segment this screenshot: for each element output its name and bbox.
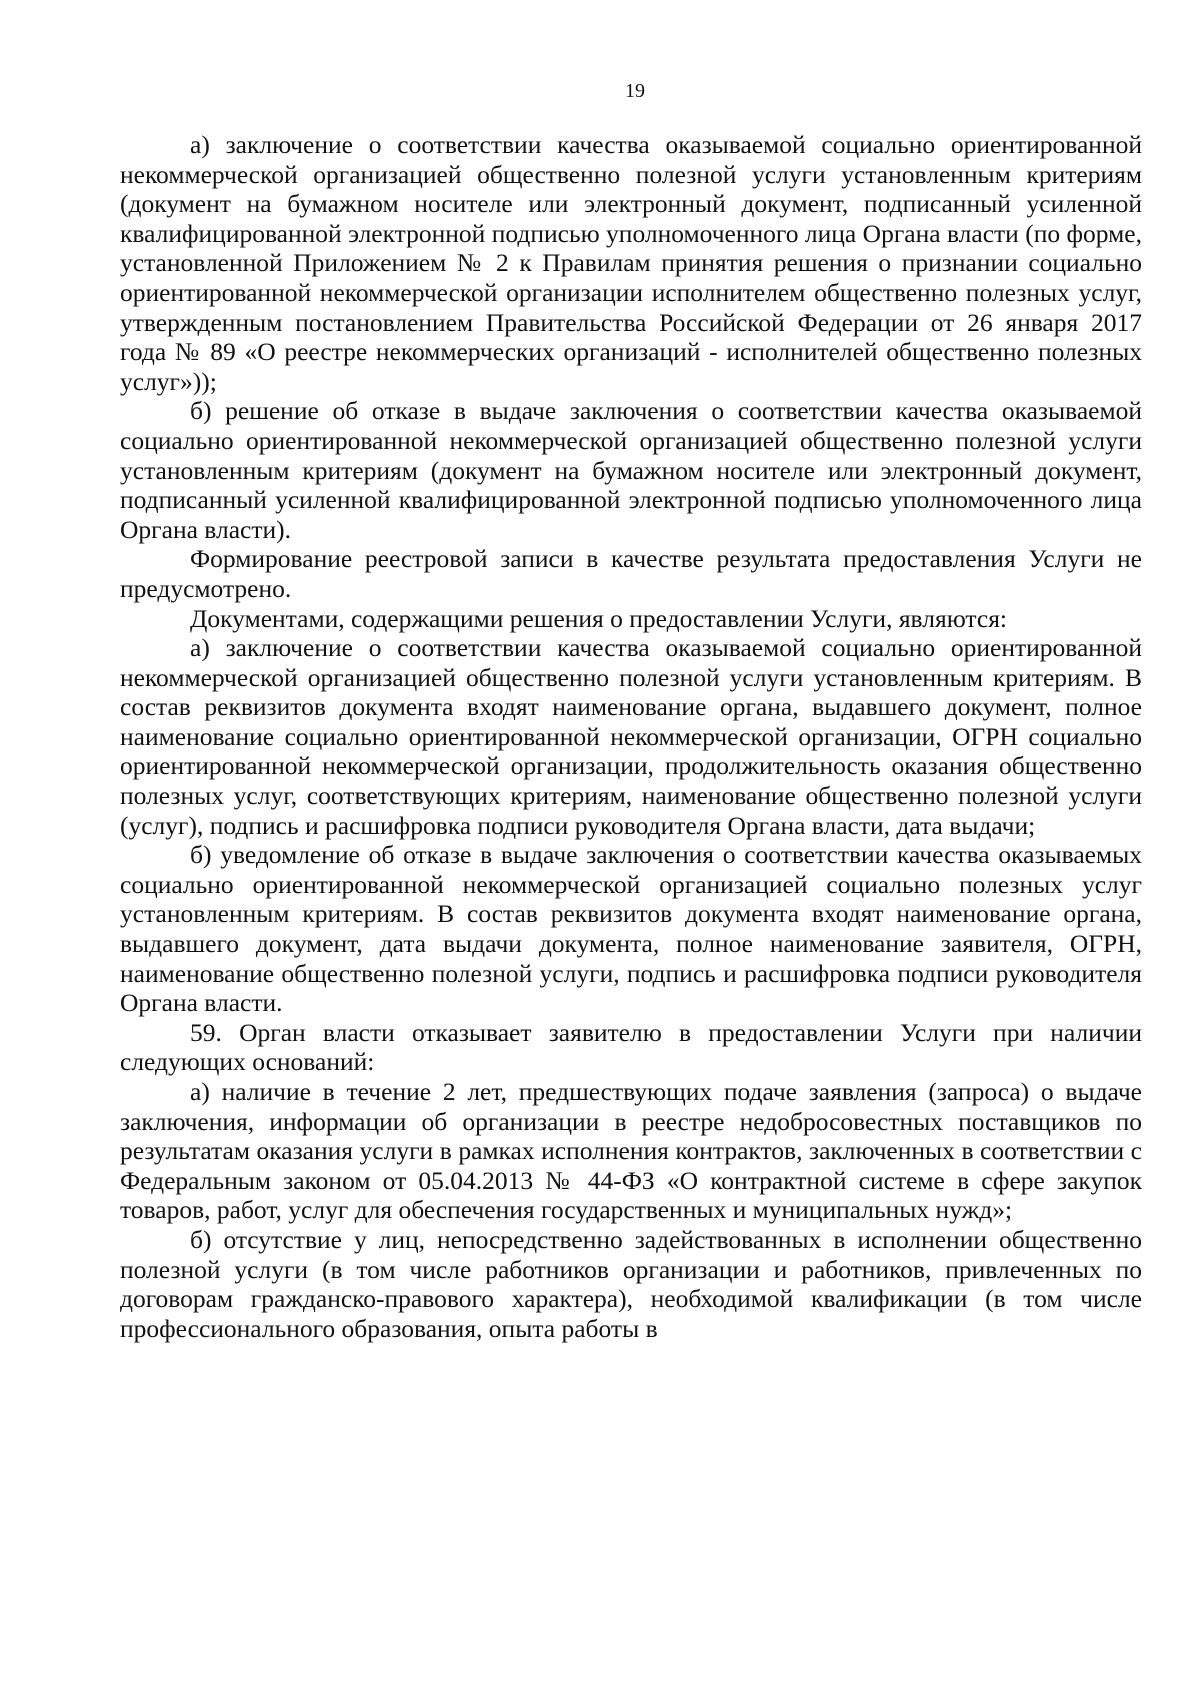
paragraph-a-conclusion-form: а) заключение о соответствии качества оказываемой социально ориентированной некоммерческой организацией общественно полезной услуги установленным критериям (документ на бумажном носителе или электронный документ, подписанный усиленной квалифицированной электронной подписью уполномоченного лица Органа власти (по форме, установленной Приложением № 2 к Правилам принятия решения о признании социально ориентированной некоммерческой организации исполнителем общественно полезных услуг, утвержденным постановлением Правительства Российской Федерации от 26 января 2017 года № 89 «О реестре некоммерческих организаций - исполнителей общественно полезных услуг»)); <box>120 130 1142 396</box>
paragraph-a-unfair-suppliers: а) наличие в течение 2 лет, предшествующих подаче заявления (запроса) о выдаче заключения, информации об организации в реестре недобросовестных поставщиков по результатам оказания услуги в рамках исполнения контрактов, заключенных в соответствии с Федеральным законом от 05.04.2013 № 44-ФЗ «О контрактной системе в сфере закупок товаров, работ, услуг для обеспечения государственных и муниципальных нужд»; <box>120 1077 1142 1225</box>
paragraph-b-qualification: б) отсутствие у лиц, непосредственно задействованных в исполнении общественно полезной услуги (в том числе работников организации и работников, привлеченных по договорам гражданско-правового характера), необходимой квалификации (в том числе профессионального образования, опыта работы в <box>120 1224 1142 1343</box>
paragraph-decision-documents: Документами, содержащими решения о предоставлении Услуги, являются: <box>190 603 1008 633</box>
paragraph-a-conclusion-requisites: а) заключение о соответствии качества оказываемой социально ориентированной некоммерческой организацией общественно полезной услуги установленным критериям. В состав реквизитов документа входят наименование органа, выдавшего документ, полное наименование социально ориентированной некоммерческой организации, ОГРН социально ориентированной некоммерческой организации, продолжительность оказания общественно полезных услуг, соответствующих критериям, наименование общественно полезной услуги (услуг), подпись и расшифровка подписи руководителя Органа власти, дата выдачи; <box>120 633 1142 840</box>
paragraph-b-notification-requisites: б) уведомление об отказе в выдаче заключения о соответствии качества оказываемых социально ориентированной некоммерческой организацией социально полезных услуг установленным критериям. В состав реквизитов документа входят наименование органа, выдавшего документ, дата выдачи документа, полное наименование заявителя, ОГРН, наименование общественно полезной услуги, подпись и расшифровка подписи руководителя Органа власти. <box>120 840 1142 1018</box>
paragraph-b-refusal-decision: б) решение об отказе в выдаче заключения о соответствии качества оказываемой социально ориентированной некоммерческой организацией общественно полезной услуги установленным критериям (документ на бумажном носителе или электронный документ, подписанный усиленной квалифицированной электронной подписью уполномоченного лица Органа власти). <box>120 396 1142 544</box>
document-body <box>120 130 1142 1343</box>
paragraph-59-refusal-grounds: 59. Орган власти отказывает заявителю в предоставлении Услуги при наличии следующих оснований: <box>120 1017 1142 1077</box>
paragraph-registry-record: Формирование реестровой записи в качестве результата предоставления Услуги не предусмотрено. <box>120 544 1142 603</box>
page-number: 19 <box>625 80 645 102</box>
